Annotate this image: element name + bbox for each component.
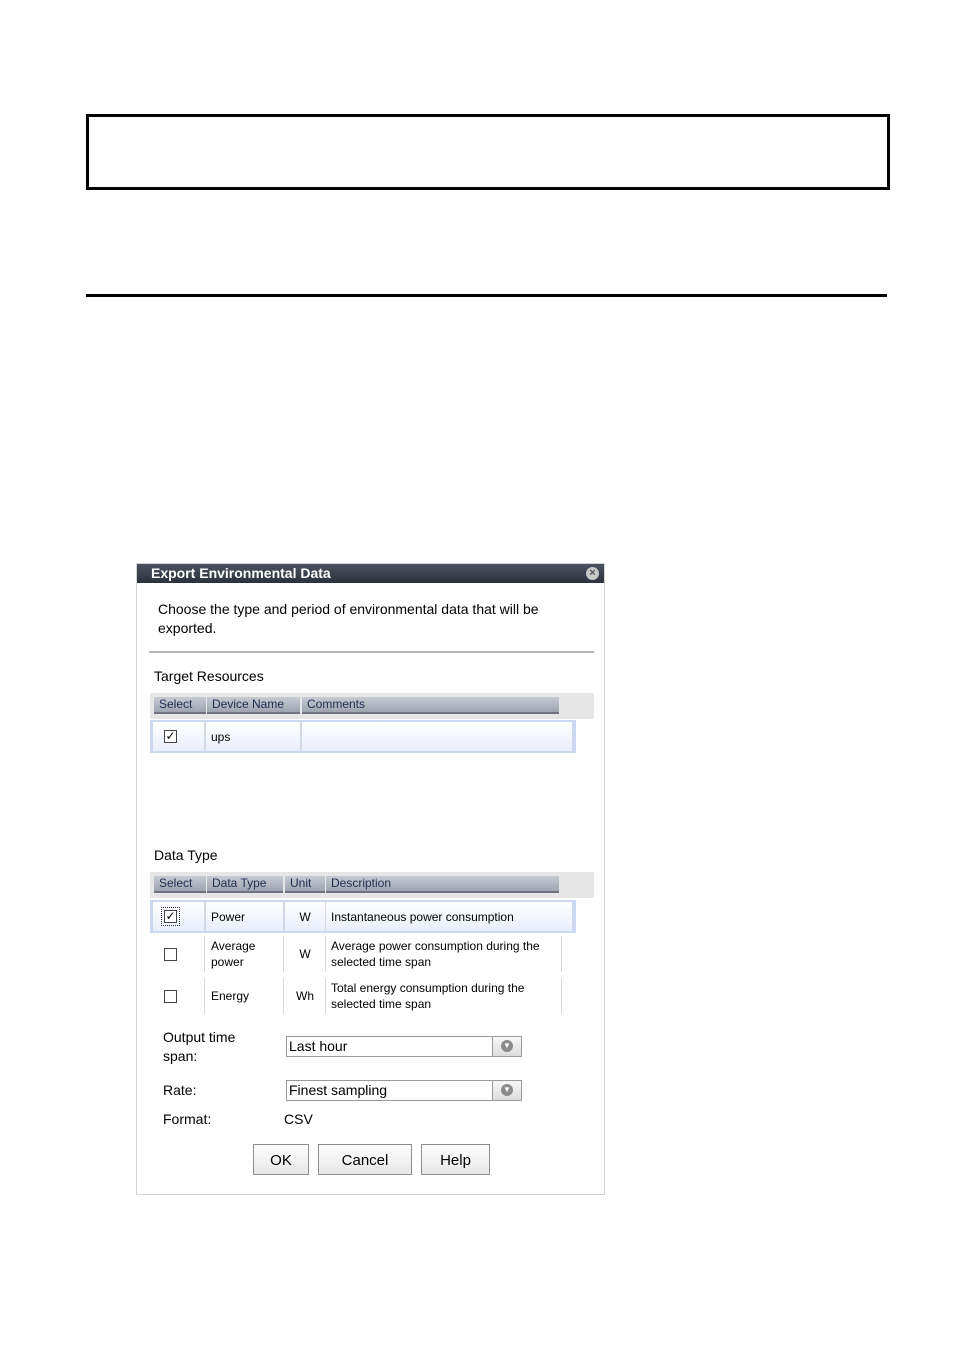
- close-icon[interactable]: ×: [586, 567, 599, 580]
- data-type-cell: Energy: [206, 978, 284, 1014]
- description-cell: Instantaneous power consumption: [326, 902, 572, 931]
- row-select-cell: [153, 902, 205, 931]
- row-select-cell: [153, 722, 205, 751]
- rate-label: Rate:: [163, 1082, 197, 1098]
- output-time-span-value: Last hour: [289, 1038, 348, 1054]
- target-resources-header: [150, 693, 594, 719]
- output-dropdown-button[interactable]: [492, 1037, 521, 1056]
- energy-checkbox[interactable]: [164, 990, 177, 1003]
- table-row[interactable]: [150, 900, 576, 933]
- target-resources-title: Target Resources: [154, 668, 264, 684]
- data-type-title: Data Type: [154, 847, 218, 863]
- col-data-type[interactable]: Data Type: [207, 876, 283, 893]
- unit-cell: W: [285, 902, 326, 931]
- description-cell: Total energy consumption during the selected time span: [326, 978, 562, 1014]
- ups-checkbox[interactable]: ✓: [165, 729, 176, 743]
- unit-cell: W: [285, 936, 326, 972]
- dialog-titlebar: [137, 564, 604, 583]
- row-select-cell: [153, 978, 205, 1014]
- col-device-name[interactable]: Device Name: [207, 697, 300, 714]
- output-time-span-select[interactable]: [286, 1036, 522, 1057]
- rate-value: Finest sampling: [289, 1082, 388, 1098]
- row-select-cell: [153, 936, 205, 972]
- device-name-cell: ups: [206, 722, 301, 751]
- output-time-span-label: Output time span:: [163, 1029, 236, 1064]
- data-type-cell: Average power: [206, 936, 284, 972]
- ok-button[interactable]: OK: [253, 1144, 309, 1175]
- dialog-title: Export Environmental Data: [151, 565, 331, 581]
- table-row[interactable]: [150, 720, 576, 753]
- average-power-checkbox[interactable]: [164, 948, 177, 961]
- col-unit[interactable]: Unit: [285, 876, 325, 893]
- dialog-instructions: Choose the type and period of environmental data that will be exported.: [158, 601, 539, 636]
- export-environmental-data-dialog: [136, 563, 605, 1195]
- unit-cell: Wh: [285, 978, 326, 1014]
- dialog-separator: [149, 651, 594, 653]
- chevron-down-icon: ▼: [501, 1040, 513, 1052]
- rate-dropdown-button[interactable]: [492, 1081, 521, 1100]
- format-value: CSV: [284, 1111, 313, 1127]
- col-select[interactable]: Select: [154, 876, 206, 893]
- page-header-box: [86, 114, 890, 190]
- description-cell: Average power consumption during the selected time span: [326, 936, 562, 972]
- format-label: Format:: [163, 1111, 212, 1127]
- page-divider: [86, 294, 887, 297]
- data-type-cell: Power: [206, 902, 284, 931]
- rate-select[interactable]: [286, 1080, 522, 1101]
- table-row[interactable]: [150, 976, 576, 1016]
- table-row[interactable]: [150, 934, 576, 974]
- cancel-button[interactable]: Cancel: [318, 1144, 412, 1175]
- data-type-header: [150, 872, 594, 898]
- power-checkbox[interactable]: ✓: [165, 909, 176, 923]
- col-description[interactable]: Description: [326, 876, 559, 893]
- help-button[interactable]: Help: [421, 1144, 490, 1175]
- col-comments[interactable]: Comments: [302, 697, 559, 714]
- col-select[interactable]: Select: [154, 697, 206, 714]
- comments-cell: [302, 722, 572, 751]
- chevron-down-icon: ▼: [501, 1084, 513, 1096]
